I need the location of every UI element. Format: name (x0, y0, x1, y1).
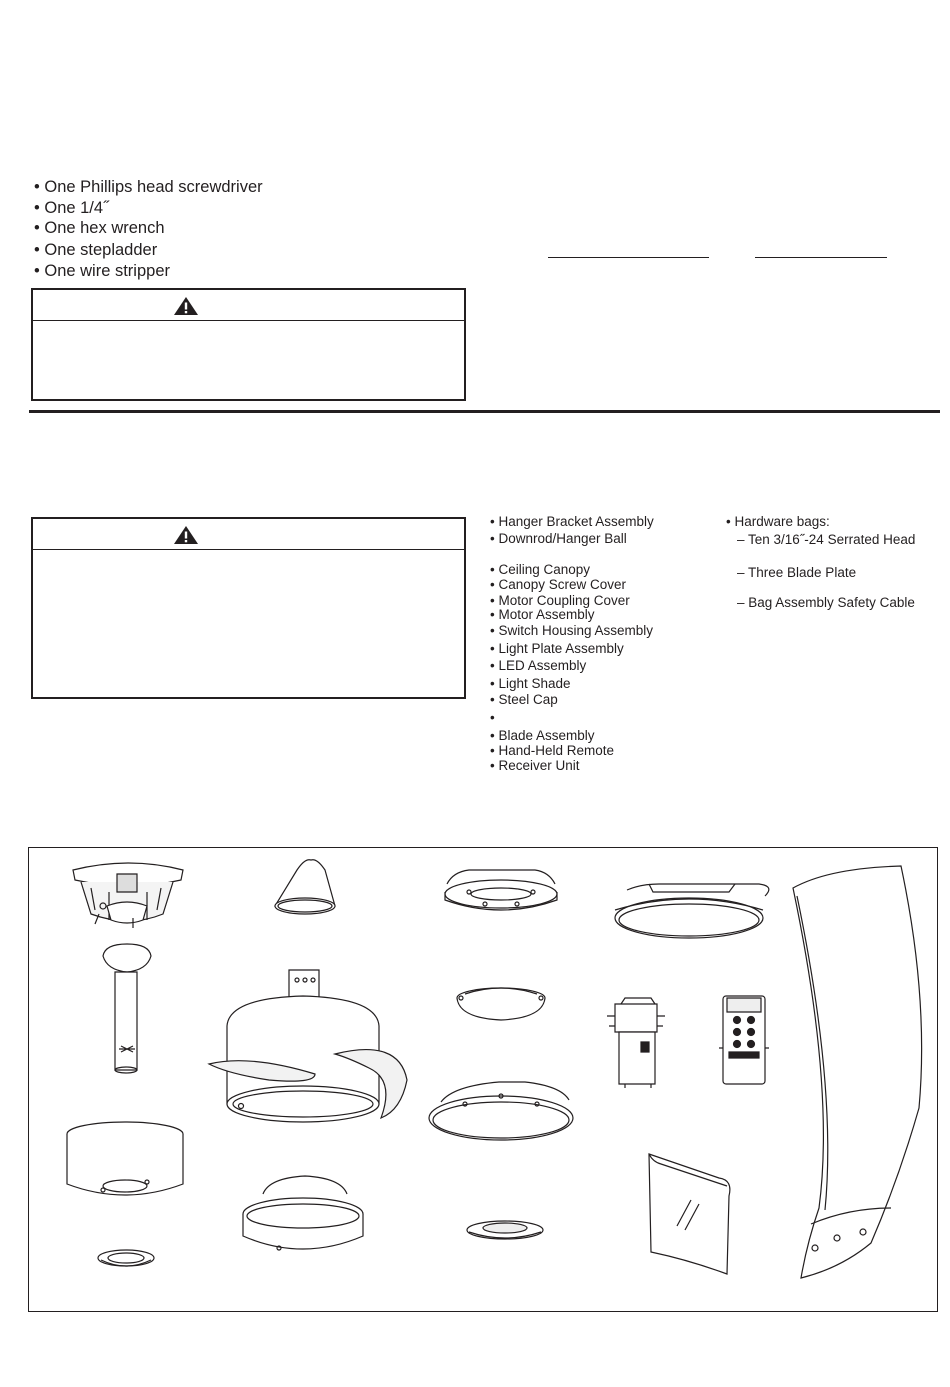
blank-line-model (548, 257, 709, 258)
section-divider (29, 410, 940, 413)
tool-item-wire-stripper: • One wire stripper (34, 262, 170, 280)
part-receiver-unit: • Receiver Unit (490, 758, 580, 773)
part-blade-assembly: • Blade Assembly (490, 728, 595, 743)
part-downrod: • Downrod/Hanger Ball (490, 531, 627, 546)
switch-housing-ring-illustration (243, 1176, 363, 1250)
part-motor-assembly: • Motor Assembly (490, 607, 595, 622)
part-ceiling-canopy: • Ceiling Canopy (490, 562, 591, 577)
part-hardware-bags: • Hardware bags: (726, 514, 830, 529)
hardware-bag-illustration (649, 1154, 730, 1274)
part-light-shade: • Light Shade (490, 676, 571, 691)
part-canopy-screw-cover: • Canopy Screw Cover (490, 577, 627, 592)
part-switch-housing: • Switch Housing Assembly (490, 623, 654, 638)
downrod-illustration (103, 944, 151, 1073)
blank-line-date (755, 257, 887, 258)
hand-held-remote-illustration (719, 996, 769, 1084)
part-unlabeled: • (490, 710, 495, 725)
tool-item-wrench-size: • One 1/4˝ (34, 199, 109, 217)
part-serrated-screws: – Ten 3/16˝-24 Serrated Head (737, 532, 916, 547)
receiver-unit-illustration (607, 998, 665, 1088)
part-hanger-bracket: • Hanger Bracket Assembly (490, 514, 654, 529)
led-assembly-illustration (615, 884, 769, 938)
tool-item-stepladder: • One stepladder (34, 241, 158, 259)
tool-item-screwdriver: • One Phillips head screwdriver (34, 178, 263, 196)
hanger-bracket-illustration (73, 863, 183, 928)
part-led-assembly: • LED Assembly (490, 658, 587, 673)
warning-box-header (33, 519, 464, 550)
motor-assembly-illustration (209, 970, 407, 1122)
warning-triangle-icon (173, 296, 199, 316)
part-blade-plate: – Three Blade Plate (737, 565, 857, 580)
tool-item-hex-wrench: • One hex wrench (34, 219, 165, 237)
part-light-plate: • Light Plate Assembly (490, 641, 624, 656)
motor-coupling-cover-illustration (275, 860, 335, 914)
part-hand-held-remote: • Hand-Held Remote (490, 743, 615, 758)
warning-triangle-icon (173, 525, 199, 545)
part-motor-coupling-cover: • Motor Coupling Cover (490, 593, 630, 608)
part-safety-cable: – Bag Assembly Safety Cable (737, 595, 915, 610)
light-plate-illustration (445, 870, 557, 910)
part-steel-cap: • Steel Cap (490, 692, 558, 707)
warning-box-package (31, 517, 466, 699)
canopy-screw-cover-illustration (98, 1250, 154, 1266)
steel-cap-illustration (467, 1221, 543, 1239)
warning-box-tools (31, 288, 466, 401)
fan-blade-illustration (793, 866, 922, 1278)
parts-illustration-panel (28, 847, 938, 1312)
switch-housing-illustration (457, 988, 545, 1020)
ceiling-canopy-illustration (67, 1122, 183, 1195)
warning-box-header (33, 290, 464, 321)
light-shade-illustration (429, 1082, 573, 1140)
